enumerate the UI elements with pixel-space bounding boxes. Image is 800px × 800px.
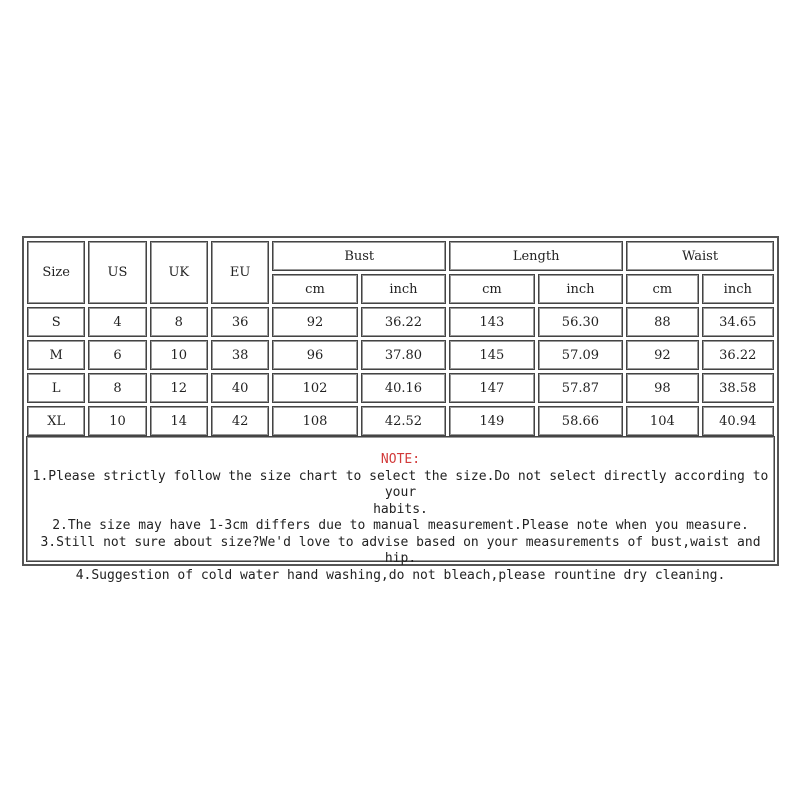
table-row [27, 307, 774, 337]
cell-length-cm: 145 [449, 340, 534, 370]
table-row [27, 406, 774, 436]
cell-eu: 38 [211, 340, 269, 370]
cell-bust-cm: 92 [272, 307, 357, 337]
cell-waist-inch: 38.58 [702, 373, 774, 403]
cell-bust-inch: 37.80 [361, 340, 446, 370]
note-line: 3.Still not sure about size?We'd love to advise based on your measurements of bust,waist and hip. [40, 534, 761, 566]
cell-size: XL [27, 406, 85, 436]
cell-waist-cm: 104 [626, 406, 698, 436]
size-chart-frame [22, 236, 779, 583]
cell-eu: 40 [211, 373, 269, 403]
cell-length-inch: 56.30 [538, 307, 623, 337]
note-line: habits. [373, 501, 428, 517]
header-bust: Bust [272, 241, 446, 271]
table-row [27, 340, 774, 370]
cell-uk: 14 [150, 406, 208, 436]
size-chart-table [24, 238, 777, 439]
cell-length-cm: 149 [449, 406, 534, 436]
cell-waist-inch: 34.65 [702, 307, 774, 337]
cell-waist-inch: 36.22 [702, 340, 774, 370]
header-length: Length [449, 241, 623, 271]
cell-bust-cm: 96 [272, 340, 357, 370]
cell-uk: 10 [150, 340, 208, 370]
cell-bust-inch: 36.22 [361, 307, 446, 337]
note-line: 2.The size may have 1-3cm differs due to manual measurement.Please note when you measure. [52, 518, 749, 533]
cell-length-inch: 58.66 [538, 406, 623, 436]
cell-uk: 12 [150, 373, 208, 403]
note-line: 1.Please strictly follow the size chart to select the size.Do not select directly according to your [32, 468, 769, 500]
cell-waist-cm: 92 [626, 340, 698, 370]
cell-size: L [27, 373, 85, 403]
cell-us: 8 [88, 373, 146, 403]
header-bust-inch: inch [361, 274, 446, 304]
cell-length-inch: 57.87 [538, 373, 623, 403]
header-bust-cm: cm [272, 274, 357, 304]
cell-eu: 42 [211, 406, 269, 436]
cell-us: 10 [88, 406, 146, 436]
header-length-inch: inch [538, 274, 623, 304]
cell-us: 6 [88, 340, 146, 370]
cell-length-cm: 147 [449, 373, 534, 403]
cell-length-inch: 57.09 [538, 340, 623, 370]
header-length-cm: cm [449, 274, 534, 304]
cell-waist-cm: 98 [626, 373, 698, 403]
header-us: US [88, 241, 146, 304]
cell-size: S [27, 307, 85, 337]
cell-us: 4 [88, 307, 146, 337]
header-waist-inch: inch [702, 274, 774, 304]
cell-length-cm: 143 [449, 307, 534, 337]
cell-bust-cm: 102 [272, 373, 357, 403]
cell-eu: 36 [211, 307, 269, 337]
header-eu: EU [211, 241, 269, 304]
note-line: 4.Suggestion of cold water hand washing,do not bleach,please rountine dry cleaning. [75, 567, 726, 583]
cell-bust-inch: 42.52 [361, 406, 446, 436]
header-row-1 [27, 241, 774, 271]
table-row [27, 373, 774, 403]
note-title: NOTE: [380, 452, 421, 467]
header-size: Size [27, 241, 85, 304]
cell-bust-inch: 40.16 [361, 373, 446, 403]
cell-size: M [27, 340, 85, 370]
cell-bust-cm: 108 [272, 406, 357, 436]
notes-box [26, 436, 775, 583]
cell-waist-cm: 88 [626, 307, 698, 337]
header-waist-cm: cm [626, 274, 698, 304]
header-uk: UK [150, 241, 208, 304]
header-waist: Waist [626, 241, 774, 271]
cell-waist-inch: 40.94 [702, 406, 774, 436]
cell-uk: 8 [150, 307, 208, 337]
